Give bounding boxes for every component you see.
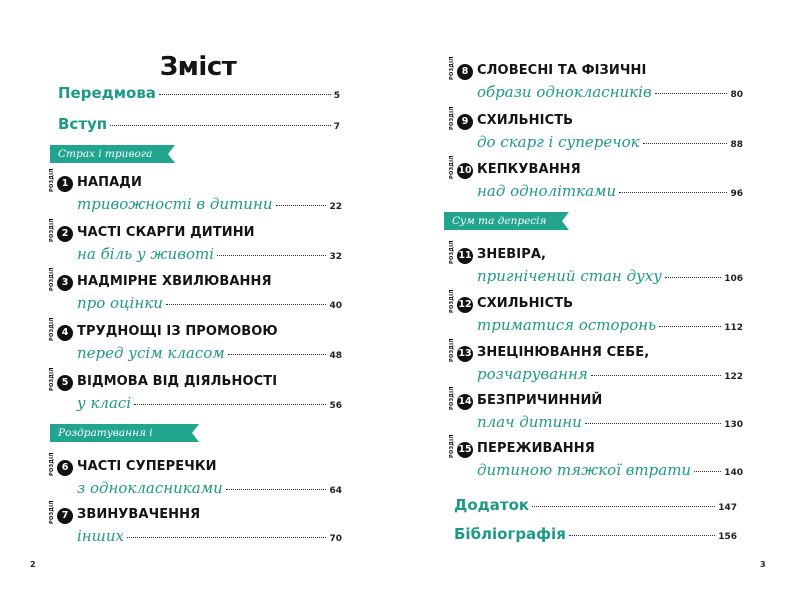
dot-leader <box>591 375 721 376</box>
chapter-badge <box>49 367 70 393</box>
chapter-number: 13 <box>457 346 473 362</box>
chapter-tag: РОЗДІЛ <box>49 218 55 242</box>
chapter-page: 22 <box>329 202 342 212</box>
chapter-badge <box>449 338 472 364</box>
chapter-number: 2 <box>57 226 73 242</box>
chapter-subtitle: розчарування <box>477 365 588 383</box>
dot-leader <box>655 93 728 94</box>
chapter-title: ЗНЕВІРА, <box>477 247 547 262</box>
chapter-tag: РОЗДІЛ <box>449 338 455 362</box>
chapter-tag: РОЗДІЛ <box>449 434 455 458</box>
chapter-tag: РОЗДІЛ <box>49 367 55 391</box>
chapter-tag: РОЗДІЛ <box>449 289 455 313</box>
chapter-tag: РОЗДІЛ <box>49 267 55 291</box>
chapter-number: 15 <box>457 442 473 458</box>
chapter-subtitle: на біль у животі <box>77 245 214 263</box>
toc-entry-bibliography[interactable] <box>454 525 737 543</box>
chapter-title: ЧАСТІ СУПЕРЕЧКИ <box>77 459 217 474</box>
chapter-badge <box>449 386 472 412</box>
chapter-tag: РОЗДІЛ <box>449 386 455 410</box>
chapter-tag: РОЗДІЛ <box>449 56 455 80</box>
chapter-title: ВІДМОВА ВІД ДІЯЛЬНОСТІ <box>77 374 278 389</box>
chapter-subtitle: перед усім класом <box>77 344 225 362</box>
dot-leader <box>643 143 728 144</box>
right-page <box>397 0 793 595</box>
chapter-title: КЕПКУВАННЯ <box>477 162 581 177</box>
chapter-badge <box>449 155 472 181</box>
chapter-page: 48 <box>329 351 342 361</box>
page-number-right: 3 <box>760 560 766 569</box>
entry-page: 7 <box>333 122 340 132</box>
chapter-subtitle: над однолітками <box>477 182 617 200</box>
chapter-title: ЧАСТІ СКАРГИ ДИТИНИ <box>77 225 255 240</box>
toc-entry-intro[interactable] <box>58 115 340 133</box>
toc-entry-foreword[interactable] <box>58 84 340 102</box>
dot-leader <box>159 94 331 95</box>
chapter-number: 5 <box>57 375 73 391</box>
chapter-number: 4 <box>57 325 73 341</box>
chapter-number: 10 <box>457 163 473 179</box>
dot-leader <box>226 489 327 490</box>
chapter-tag: РОЗДІЛ <box>49 317 55 341</box>
dot-leader <box>665 277 721 278</box>
chapter-page: 40 <box>329 301 342 311</box>
dot-leader <box>276 205 327 206</box>
dot-leader <box>110 125 331 126</box>
chapter-number: 8 <box>457 64 473 80</box>
chapter-title: БЕЗПРИЧИННИЙ <box>477 393 603 408</box>
chapter-subtitle: з однокласниками <box>77 479 223 497</box>
chapter-number: 12 <box>457 297 473 313</box>
chapter-title: ЗНЕЦІНЮВАННЯ СЕБЕ, <box>477 345 650 360</box>
section-label-anger: Роздратування і злість <box>50 424 192 442</box>
chapter-subtitle: плач дитини <box>477 413 582 431</box>
chapter-number: 6 <box>57 460 73 476</box>
chapter-page: 80 <box>730 90 743 100</box>
chapter-page: 96 <box>730 189 743 199</box>
chapter-title: СХИЛЬНІСТЬ <box>477 113 574 128</box>
entry-page: 156 <box>718 532 737 542</box>
chapter-subtitle: інших <box>77 527 125 545</box>
chapter-tag: РОЗДІЛ <box>449 155 455 179</box>
chapter-tag: РОЗДІЛ <box>449 240 455 264</box>
entry-page: 5 <box>333 91 340 101</box>
dot-leader <box>569 535 715 536</box>
dot-leader <box>532 506 715 507</box>
entry-label: Додаток <box>454 496 530 514</box>
dot-leader <box>127 537 326 538</box>
chapter-subtitle: тривожності в дитини <box>77 195 273 213</box>
chapter-page: 56 <box>329 401 342 411</box>
chapter-page: 32 <box>329 252 342 262</box>
section-label-sadness: Сум та депресія <box>444 212 562 230</box>
chapter-tag: РОЗДІЛ <box>49 452 55 476</box>
chapter-subtitle: до скарг і суперечок <box>477 133 640 151</box>
chapter-subtitle: триматися осторонь <box>477 316 657 334</box>
chapter-tag: РОЗДІЛ <box>449 106 455 130</box>
chapter-number: 14 <box>457 394 473 410</box>
chapter-page: 140 <box>724 468 743 478</box>
chapter-page: 112 <box>724 323 743 333</box>
chapter-number: 3 <box>57 275 73 291</box>
chapter-number: 11 <box>457 248 473 264</box>
chapter-badge <box>49 218 70 244</box>
dot-leader <box>166 304 327 305</box>
chapter-title: ПЕРЕЖИВАННЯ <box>477 441 595 456</box>
dot-leader <box>217 255 326 256</box>
dot-leader <box>694 471 721 472</box>
dot-leader <box>585 423 721 424</box>
page-number-left: 2 <box>30 560 36 569</box>
toc-entry-appendix[interactable] <box>454 496 737 514</box>
chapter-number: 1 <box>57 176 73 192</box>
chapter-title: НАПАДИ <box>77 175 142 190</box>
toc-title: Зміст <box>159 52 237 82</box>
chapter-title: ЗВИНУВАЧЕННЯ <box>77 507 201 522</box>
chapter-badge <box>49 452 70 478</box>
chapter-tag: РОЗДІЛ <box>49 168 55 192</box>
left-page <box>0 0 396 595</box>
chapter-badge <box>449 434 472 460</box>
entry-label: Вступ <box>58 115 108 133</box>
chapter-tag: РОЗДІЛ <box>49 500 55 524</box>
chapter-number: 7 <box>57 508 73 524</box>
chapter-page: 122 <box>724 372 743 382</box>
entry-label: Бібліографія <box>454 525 566 543</box>
dot-leader <box>659 326 721 327</box>
chapter-page: 106 <box>724 274 743 284</box>
chapter-subtitle: про оцінки <box>77 294 163 312</box>
chapter-title: НАДМІРНЕ ХВИЛЮВАННЯ <box>77 274 272 289</box>
chapter-badge <box>49 168 70 194</box>
chapter-badge <box>449 240 472 266</box>
entry-label: Передмова <box>58 84 156 102</box>
chapter-title: СЛОВЕСНІ ТА ФІЗИЧНІ <box>477 63 647 78</box>
entry-page: 147 <box>718 503 737 513</box>
chapter-title: ТРУДНОЩІ ІЗ ПРОМОВОЮ <box>77 324 278 339</box>
chapter-subtitle: у класі <box>77 394 132 412</box>
dot-leader <box>134 404 326 405</box>
chapter-subtitle: образи однокласників <box>477 83 652 101</box>
chapter-badge <box>49 500 70 526</box>
chapter-page: 130 <box>724 420 743 430</box>
chapter-page: 70 <box>329 534 342 544</box>
dot-leader <box>228 354 327 355</box>
dot-leader <box>619 192 727 193</box>
chapter-badge <box>449 289 472 315</box>
chapter-badge <box>449 56 470 82</box>
chapter-page: 64 <box>329 486 342 496</box>
chapter-number: 9 <box>457 114 473 130</box>
chapter-badge <box>49 317 70 343</box>
chapter-page: 88 <box>730 140 743 150</box>
chapter-badge <box>49 267 70 293</box>
section-label-fear: Страх і тривога <box>50 145 168 163</box>
chapter-title: СХИЛЬНІСТЬ <box>477 296 574 311</box>
chapter-subtitle: пригнічений стан духу <box>477 267 662 285</box>
chapter-badge <box>449 106 470 132</box>
chapter-subtitle: дитиною тяжкої втрати <box>477 461 692 479</box>
